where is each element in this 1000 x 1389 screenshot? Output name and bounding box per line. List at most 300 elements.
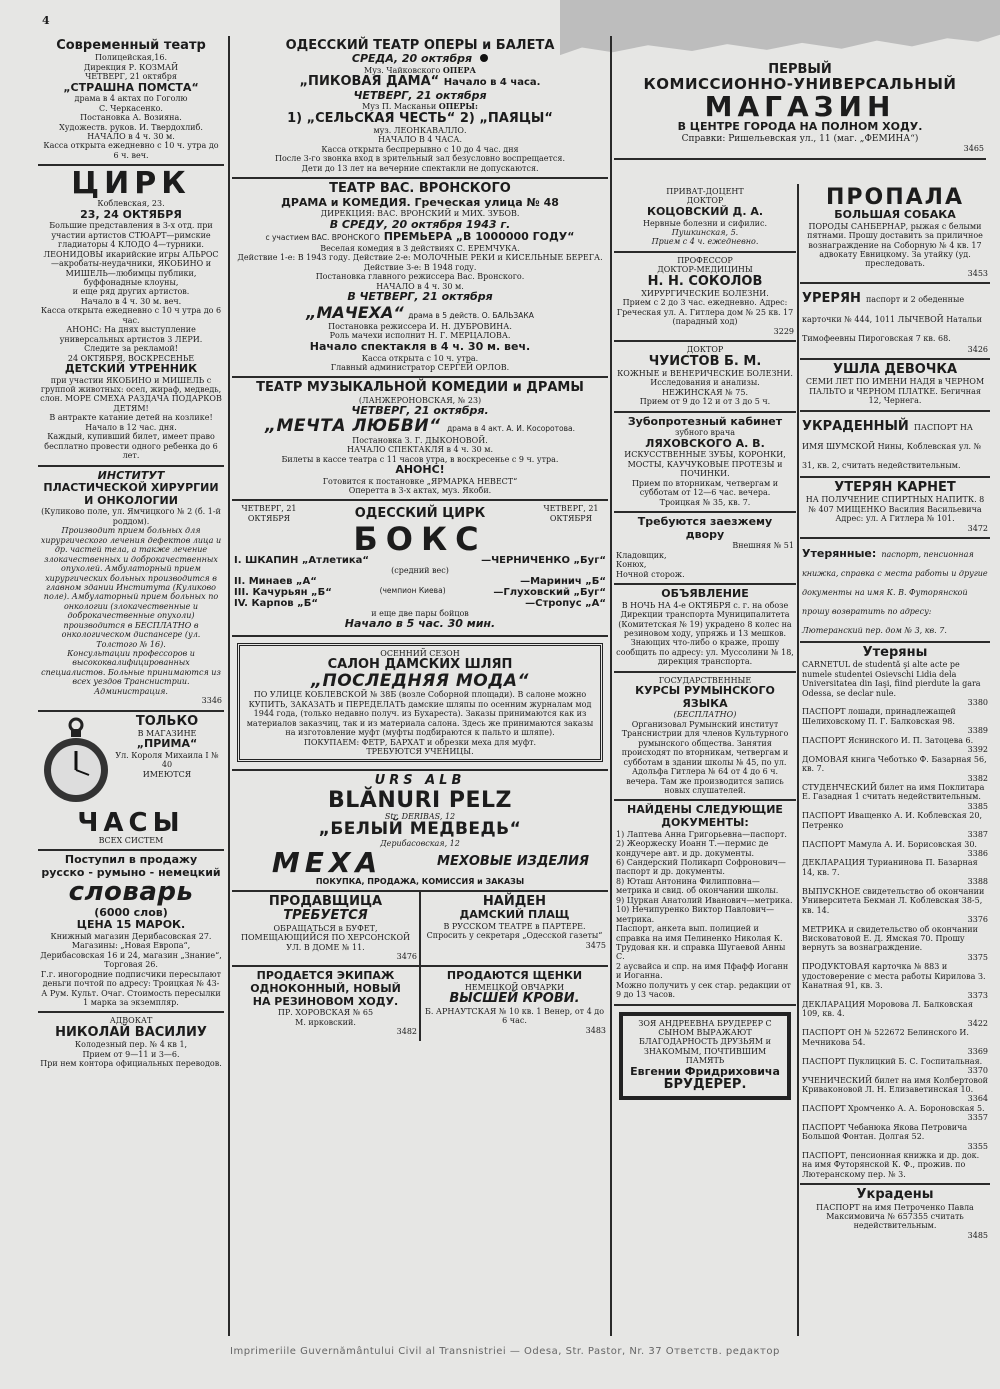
ad-title: ПРОДАВЩИЦА: [268, 894, 383, 910]
ad-text: муз. ЛЕОНКАВАЛЛО.: [373, 126, 467, 136]
ad-text: (6000 слов): [94, 905, 168, 919]
ad-text: КОЖНЫЕ и ВЕНЕРИЧЕСКИЕ БОЛЕЗНИ.: [617, 368, 793, 378]
ad-text: АНОНС: На днях выступление универсальных артистов 3 ЛЕРИ.: [59, 325, 203, 344]
ad-text: Прием по вторникам, четвергам и субботам от 12—6 час. вечера.: [631, 478, 779, 498]
column-3: [614, 184, 796, 1336]
ad-text: В антракте катание детей на козлике!: [49, 413, 213, 423]
ad-text: Исследования и анализы.: [650, 378, 760, 388]
bout-row: [234, 598, 606, 609]
ad-text: ОПЕРА: [442, 64, 476, 75]
ad-title: Утеряны: [862, 644, 928, 660]
ad-number: 3483: [585, 1025, 606, 1035]
ad-lost-list: [800, 643, 990, 1185]
ad-number: 3346: [201, 696, 222, 706]
list-item: МЕТРИКА и свидетельство об окончании Висковатовой Е. Д. Ямская 70. Прошу вернуть за вознаграждение.: [802, 924, 978, 953]
ad-text: Г.г. иногородние подписчики пересылают деньги почтой по адресу: Троицкая № 43-А Рум. Культ. Очаг. Стоимость пересылки 1 марка за экземпляр.: [40, 969, 222, 1007]
ad-number: 3364: [967, 1094, 988, 1104]
ad-text: ЗОЯ АНДРЕЕВНА БРУДЕРЕР С СЫНОМ ВЫРАЖАЮТ БЛАГОДАРНОСТЬ ДРУЗЬЯМ и ЗНАКОМЫМ, ПОЧТИВШИМ ПАМЯТЬ: [638, 1018, 772, 1066]
ad-text: драма в 4 акт. А. И. Косоротова.: [446, 423, 575, 433]
ad-date: СРЕДА, 20 октября: [351, 52, 473, 66]
ad-theft-notice: [614, 585, 796, 673]
list-item: ПАСПОРТ Мамула А. И. Борисовская 30.: [802, 839, 977, 849]
ad-text: Производит прием больных для хирургического лечения дефектов лица и др. частей тела, а также лечение злокачественных и доброкачественных опухолей. Амбулаторный прием хирургических больных производится в главном здании Института (Куликово поле). Амбулаторный прием больных по онкологии (злокачественные и доброкачественные опухоли) производится в БЕСПЛАТНО в онкологическом диспансере (ул. Толстого № 16).: [40, 526, 222, 649]
watch-row: [40, 715, 222, 810]
list-item: ПАСПОРТ Яснинского И. П. Затоцева 6.: [802, 735, 974, 745]
ad-text: Нервные болезни и сифилис.: [642, 218, 768, 228]
ad-text: Прием от 9—11 и 3—6.: [82, 1049, 180, 1059]
ad-text: и еще ряд других артистов.: [72, 287, 190, 297]
ad-play: 1) „СЕЛЬСКАЯ ЧЕСТЬ“: [287, 110, 456, 126]
ad-text: Дети до 13 лет на вечерние спектакли не допускаются.: [301, 163, 539, 173]
ad-text: ХИРУРГИЧЕСКИЕ БОЛЕЗНИ.: [641, 289, 769, 298]
ad-text: ТРЕБУЮТСЯ УЧЕНИЦЫ.: [366, 747, 474, 757]
ad-furs: [232, 771, 608, 892]
ad-text: Начало в 4 ч. 30 м. веч.: [80, 296, 182, 306]
ad-text: НАЧАЛО в 4 ч. 30 м.: [87, 132, 175, 141]
ad-text: Касса открыта ежедневно с 10 ч. утра до 6 ч. веч.: [43, 141, 219, 160]
ad-title: Зубопротезный кабинет: [627, 414, 783, 428]
ad-play: „МАЧЕХА“: [306, 302, 404, 322]
ad-text: Веселая комедия в 3 действиях С. ЕРЕМЧУКА.: [320, 243, 520, 253]
list-item: Трудовая кн. и справка Шугаевой Анны С.: [616, 942, 786, 962]
ad-title: ОДЕССКИЙ ЦИРК: [354, 505, 486, 521]
ad-text: Спросить у секретаря „Одесской газеты“: [426, 931, 603, 941]
list-item: 9) Цуркан Анатолий Иванович—метрика.: [616, 895, 793, 905]
ad-doctor-kotsovsky: [614, 184, 796, 253]
ad-number: 3392: [967, 745, 988, 755]
ad-carriage: [232, 967, 421, 1040]
ad-found-coat: [421, 892, 608, 967]
ad-subtitle: БОЛЬШАЯ СОБАКА: [834, 208, 956, 221]
list-item: 10) Нечипуренко Виктор Павлович—метрика.: [616, 905, 775, 924]
ad-text: Касса открыта с 10 ч. утра.: [361, 353, 479, 363]
ad-text: с участием ВАС. ВРОНСКОГО: [265, 233, 380, 243]
ad-yard-jobs: [614, 513, 796, 585]
ad-text: Пушкинская, 5.: [671, 227, 739, 237]
ad-title: Украдены: [856, 1187, 934, 1203]
ad-institute: [38, 467, 224, 712]
ad-text: Большие представления в 3-х отд. при участии артистов СТЮАРТ—римские гладиаторы 4 КЛОДО 4—турники.: [49, 221, 213, 250]
ad-text: (Куликово поле, ул. Ямчицкого № 2 (б. 1-й роддом).: [41, 507, 221, 526]
ad-text: 24 ОКТЯБРЯ, ВОСКРЕСЕНЬЕ: [67, 353, 195, 363]
ad-number: 3482: [396, 1027, 417, 1037]
ad-text: СЕМИ ЛЕТ ПО ИМЕНИ НАДЯ в ЧЕРНОМ ПАЛЬТО и ЧЕРНОМ ПЛАТКЕ. Бегичная 12, Чернега.: [805, 377, 985, 406]
ad-shop-name: „БЕЛЫЙ МЕДВЕДЬ“: [318, 819, 522, 840]
list-item: 2) Жеоржеску Иоанн Т.—пермис де кондучере авт. и др. документы.: [616, 839, 769, 858]
ad-title: КОЦОВСКИЙ Д. А.: [646, 204, 764, 218]
ad-subtitle: Евгении Фридриховича: [630, 1064, 780, 1078]
ad-text: Постановка режиссера И. Н. ДУБРОВИНА.: [328, 322, 512, 332]
ad-lost-girl: [800, 360, 990, 412]
ad-subtitle: ДРАМА и КОМЕДИЯ. Греческая улица № 48: [281, 195, 559, 209]
ad-title: ТОЛЬКО: [135, 713, 199, 729]
ad-lawyer: [38, 1013, 224, 1072]
ad-shop-name: „ПРИМА“: [136, 737, 198, 751]
ad-text: Роль мачехи исполнит Н. Г. МЕРЦАЛОВА.: [329, 331, 511, 341]
ad-subtitle: КОМИССИОННО-УНИВЕРСАЛЬНЫЙ: [643, 75, 957, 94]
ad-title: НАЙДЕНЫ СЛЕДУЮЩИЕ ДОКУМЕНТЫ:: [627, 803, 783, 830]
bout-fighter: —Стропус „А“: [525, 597, 606, 609]
pocket-watch-icon: [41, 715, 111, 810]
ad-text: В НОЧЬ НА 4-е ОКТЯБРЯ с. г. на обозе Дирекции транспорта Муниципалитета (Комитетская № 19) украдено 8 колес на резиновом ходу, упряжь и 13 мешков. Знающих что-либо о краже, прошу сообщить по адресу: ул. Муссолини № 18, дирекция транспорта.: [616, 600, 794, 667]
ad-text: ВСЕХ СИСТЕМ: [98, 835, 164, 845]
ad-number: 3385: [967, 801, 988, 811]
ad-number: 3422: [967, 1018, 988, 1028]
ad-text: С. Черкасенко.: [99, 103, 163, 113]
ad-number: 3453: [967, 268, 988, 278]
ad-lost-documents: [800, 539, 990, 643]
ad-text: Художеств. руков. И. Твердохлиб.: [59, 122, 203, 132]
ad-commission-shop: [614, 60, 986, 160]
ad-title: УШЛА ДЕВОЧКА: [832, 362, 958, 377]
ad-date: ЧЕТВЕРГ, 21 октября: [353, 88, 487, 102]
ad-text: паспорт, пенсионная книжка, справка с места работы и другие документы на имя К. В. Футорянской прошу возвратить по адресу: Лютеранский пер. дом № 3, кв. 7.: [802, 549, 988, 635]
ad-title: ИНСТИТУТ: [97, 468, 165, 482]
ad-text: ПОКУПКА, ПРОДАЖА, КОМИССИЯ и ЗАКАЗЫ: [315, 876, 525, 886]
ad-text: (чемпион Киева): [379, 585, 446, 595]
column-rule: [228, 36, 230, 1336]
ad-title: Современный театр: [56, 38, 206, 53]
column-4: [800, 184, 990, 1334]
list-item: ДОМОВАЯ книга Чеботько Ф. Базарная 56, кв. 7.: [802, 754, 987, 774]
list-item: ПАСПОРТ Чебанюка Якова Петровича Большой Фонтан. Долгая 52.: [802, 1122, 968, 1142]
ad-modern-theatre: [38, 36, 224, 166]
column-2: [232, 36, 608, 1336]
ad-headline: БОКС: [353, 520, 487, 559]
page-number: 4: [42, 14, 50, 27]
ad-lost-passport: [800, 284, 990, 360]
ad-text: ИМЕЮТСЯ: [142, 769, 192, 779]
ad-text: Действие 1-е: В 1943 году. Действие 2-е: МОЛОЧНЫЕ РЕКИ и КИСЕЛЬНЫЕ БЕРЕГА. Действие 3-е: В 1948 году.: [237, 253, 603, 272]
ad-text: ПРОФЕССОР: [677, 255, 733, 265]
ad-romanian-courses: [614, 673, 796, 802]
ad-subtitle: НА РЕЗИНОВОМ ХОДУ.: [252, 994, 399, 1008]
bout-fighter: I. ШКАПИН „Атлетика“: [234, 555, 369, 567]
ad-number: 3357: [967, 1113, 988, 1123]
list-item: СТУДЕНЧЕСКИЙ билет на имя Поклитара Е. Газадная 1 считать недействительным.: [802, 782, 985, 802]
ad-text: НА ПОЛУЧЕНИЕ СПИРТНЫХ НАПИТК. 8 № 407 МИЩЕНКО Василия Васильевича: [805, 495, 985, 514]
ad-title: НАЙДЕН: [482, 894, 547, 910]
column-1: [38, 36, 224, 1336]
ad-text: ДОКТОР: [686, 345, 724, 355]
ad-text: ПАСПОРТ НА ИМЯ ШУМСКОЙ Нины, Коблевская ул. № 31, кв. 2, считать недействительным.: [802, 422, 982, 470]
column-rule: [797, 184, 799, 1336]
ad-text: Дирекция Р. КОЗМАЙ: [83, 62, 179, 72]
ad-text: ЛЕОНИДОВЫ икарийские игры АЛЬРОС—акробаты-неудачники, ЯКОБИНО и МИШЕЛЬ—любимцы публики, буффонадные клоуны,: [43, 249, 219, 288]
ad-text: ОБРАЩАТЬСЯ в БУФЕТ, ПОМЕЩАЮЩИЙСЯ ПО ХЕРСОНСКОЙ УЛ. В ДОМЕ № 11.: [240, 923, 410, 952]
list-item: ПРОДУКТОВАЯ карточка № 883 и удостоверение с места работы Кирилова З. Канатная 91, кв. 3.: [802, 962, 986, 991]
ad-stolen-list: [800, 1185, 990, 1244]
ad-date: В СРЕДУ, 20 октября 1943 г.: [329, 217, 511, 231]
ad-musical-theatre: [232, 378, 608, 501]
list-item: ДЕКЛАРАЦИЯ Моровова Л. Балковская 109, кв. 4.: [802, 1000, 973, 1019]
list-item: ДЕКЛАРАЦИЯ Турианинова П. Базарная 14, кв. 7.: [802, 858, 978, 877]
ad-text: ИСКУССТВЕННЫЕ ЗУБЫ, КОРОНКИ, МОСТЫ, КАУЧУКОВЫЕ ПРОТЕЗЫ и ПОЧИНКИ.: [624, 450, 786, 479]
ad-text: ОПЕРЫ:: [438, 101, 478, 112]
bout-fighter: IV. Карпов „Б“: [234, 597, 318, 609]
ad-date: В ЧЕТВЕРГ, 21 октября: [347, 290, 493, 304]
ad-title: НИКОЛАЙ ВАСИЛИУ: [55, 1024, 207, 1040]
ad-play: „ПИКОВАЯ ДАМА“: [299, 74, 440, 90]
ad-subtitle: ТРЕБУЕТСЯ: [283, 908, 368, 924]
list-item: ПАСПОРТ Хромченко А. А. Бороновская 5.: [802, 1103, 985, 1113]
ad-dental: [614, 413, 796, 513]
ad-play: ПРЕМЬЕРА „В 1000000 ГОДУ“: [383, 230, 575, 244]
ad-text: М. ирковский.: [295, 1017, 356, 1027]
ad-play: „МЕЧТА ЛЮБВИ“: [265, 415, 441, 436]
ad-text: Постановка З. Г. ДЫКОНОВОЙ.: [352, 435, 488, 445]
ad-number: 3229: [773, 326, 794, 336]
ad-text: Начало в 12 час. дня.: [85, 422, 177, 432]
ad-number: 3485: [967, 1230, 988, 1240]
ad-text: Ул. Короля Михаила I № 40: [115, 751, 219, 770]
list-item: 2 аусвайса и спр. на имя Пфафф Иоганн и Иоганна.: [616, 961, 789, 981]
torn-corner: [560, 0, 1000, 58]
ad-text: НАЧАЛО СПЕКТАКЛЯ в 4 ч. 30 м.: [347, 445, 493, 455]
ad-text: ПОКУПАЕМ: ФЕТР, БАРХАТ и обрезки меха для муфт.: [303, 737, 537, 747]
ad-text: Готовится к постановке „ЯРМАРКА НЕВЕСТ“: [322, 476, 518, 486]
ad-text: НЕМЕЦКОЙ ОВЧАРКИ: [464, 983, 565, 993]
list-item: CARNETUL de studentă şi alte acte pe numele studentei Osievschi Lidia dela Universitatea din Iaşi, fiind pierdute la gara Odessa, se declar nule.: [802, 660, 981, 698]
ad-title: УТЕРЯН КАРНЕТ: [834, 479, 956, 495]
ad-dictionary: [38, 851, 224, 1013]
ad-price: ЦЕНА 15 МАРОК.: [76, 918, 186, 932]
ad-number: 3382: [967, 773, 988, 783]
ad-text: Str. DERIBAS, 12: [384, 811, 456, 821]
ad-text: Начало спектакля в 4 ч. 30 м. веч.: [309, 339, 531, 353]
ad-text: В РУССКОМ ТЕАТРЕ в ПАРТЕРЕ.: [443, 921, 586, 931]
ad-text: При нем контора официальных переводов.: [40, 1059, 222, 1069]
ad-text: Администрация.: [94, 686, 168, 696]
ad-subtitle: МЕХОВЫЕ ИЗДЕЛИЯ: [437, 854, 589, 870]
ad-date: ЧЕТВЕРГ, 21 октября.: [351, 404, 489, 418]
ad-vronsky-theatre: [232, 179, 608, 378]
ad-title: Поступил в продажу: [64, 853, 198, 867]
ad-subtitle: АНОНС!: [395, 462, 445, 476]
ad-doctor-chuistov: [614, 342, 796, 412]
list-item: УЧЕНИЧЕСКИЙ билет на имя Колбертовой Криваконовой Л. Н. Елизаветинская 10.: [802, 1075, 988, 1094]
ad-circus: [38, 166, 224, 466]
ad-seller: [232, 892, 421, 967]
ad-title: САЛОН ДАМСКИХ ШЛЯП: [327, 657, 513, 673]
ad-text: Оперетта в 3-х актах, муз. Якоби.: [348, 486, 492, 496]
ad-text: Дерибасовская, 12: [380, 839, 460, 849]
column-rule: [610, 36, 612, 1336]
ad-title: КУРСЫ РУМЫНСКОГО ЯЗЫКА: [635, 684, 775, 710]
ad-text: (БЕСПЛАТНО): [673, 710, 737, 720]
ad-subtitle: русско - румыно - немецкий: [41, 865, 221, 879]
ad-title: Требуются заезжему: [637, 515, 773, 529]
list-item: ПАСПОРТ, пенсионная книжка и др. док. на имя Футорянской К. Ф., прожив. по Лютеранскому пер. № 3.: [802, 1151, 980, 1179]
ad-boxing: [232, 501, 608, 636]
ad-text: Муз. Чайковского: [364, 65, 441, 75]
ad-text: Постановка А. Возияна.: [80, 113, 182, 123]
ad-title: двору: [685, 527, 725, 541]
ad-subtitle: ОДНОКОННЫЙ, НОВЫЙ: [250, 982, 401, 996]
ad-text: ГОСУДАРСТВЕННЫЕ: [658, 675, 752, 685]
ad-number: 3376: [967, 915, 988, 925]
ad-text: и еще две пары бойцов: [371, 608, 469, 618]
ad-text: После 3-го звонка вход в зрительный зал безусловно воспрещается.: [274, 154, 566, 164]
bout-fighter: II. Минаев „А“: [234, 575, 317, 587]
ad-play: „СТРАШНА ПОМСТА“: [63, 80, 199, 94]
ad-number: 3355: [967, 1141, 988, 1151]
ad-text: Следите за рекламой!: [84, 344, 178, 354]
ad-condolence: [614, 1006, 796, 1107]
ad-headline: словарь: [68, 877, 194, 908]
ad-text: Организовал Румынский институт Транснистрии для членов Культурного румынского общества. Занятия происходят по вторникам, четвергам и субботам в здании школы № 45, по ул. Адольфа Гитлера № 64 от 4 до 6 ч. вечера. Там же производится запись новых слушателей.: [621, 719, 789, 795]
ad-text: драма в 4 актах по Гоголю: [74, 94, 188, 104]
ad-text: НАЧАЛО В 4 ЧАСА.: [377, 135, 463, 145]
ad-number: 3389: [967, 726, 988, 736]
ad-text: АДВОКАТ: [109, 1016, 153, 1026]
ad-text: Билеты в кассе театра с 11 часов утра, в воскресенье с 9 ч. утра.: [281, 454, 559, 464]
ad-number: 3375: [967, 952, 988, 962]
ad-lost-carnet: [800, 478, 990, 539]
ad-title: УКРАДЕННЫЙ: [802, 418, 909, 434]
ad-text: Прием с 2 до 3 час. ежедневно. Адрес: Греческая ул. А. Гитлера дом № 25 кв. 17 (парадный ход): [616, 298, 794, 327]
ad-text: драма в 5 действ. О. БАЛЬЗАКА: [408, 310, 534, 320]
ad-number: 3475: [585, 940, 606, 950]
ad-date-row: [234, 53, 606, 66]
bullet-icon: [480, 54, 488, 62]
ad-text: Прием от 9 до 12 и от 3 до 5 ч.: [639, 397, 771, 407]
ad-text: Касса открыта беспрерывно с 10 до 4 час. дня: [321, 144, 519, 154]
ad-title: Н. Н. СОКОЛОВ: [647, 273, 763, 289]
ad-number: 3369: [967, 1047, 988, 1057]
list-item: Паспорт, анкета вып. полицией и справка на имя Пелиненко Николая К.: [616, 924, 783, 943]
furs-row: [234, 845, 606, 879]
ad-opera: [232, 36, 608, 179]
list-item: ВЫПУСКНОЕ свидетельство об окончании Университета Бекман Л. Коблевская 38-5, кв. 14.: [802, 886, 985, 915]
ad-shop-name: „ПОСЛЕДНЯЯ МОДА“: [311, 670, 529, 691]
ad-text: Касса открыта ежедневно с 10 ч утра до 6 час.: [40, 306, 222, 325]
ad-text: Справки: Ришельевская ул., 11 (маг. „ФЕМИНА“): [681, 133, 919, 144]
watch-illustration: [40, 715, 112, 810]
documents-list: [616, 830, 794, 1000]
bout-fighter: —Маринич „Б“: [520, 575, 606, 587]
ad-text: В ЦЕНТРЕ ГОРОДА НА ПОЛНОМ ХОДУ.: [677, 120, 923, 134]
ad-text: НЕЖИНСКАЯ № 75.: [662, 387, 748, 397]
ad-subtitle: ЛЯХОВСКОГО А. В.: [645, 436, 765, 450]
ad-text: зубного врача: [674, 428, 736, 438]
ad-text: ЧЕТВЕРГ, 21 октября: [85, 72, 177, 82]
ad-text: Начало в 5 час. 30 мин.: [344, 617, 496, 631]
ad-text: НАЧАЛО в 4 ч. 30 м.: [376, 281, 464, 291]
ad-title: ОДЕССКИЙ ТЕАТР ОПЕРЫ и БАЛЕТА: [285, 38, 555, 53]
ad-text: Коблевская, 23.: [97, 199, 165, 209]
list-item: 8) Юташ Антонина Филипповна—метрика и свид. об окончании школы.: [616, 876, 779, 896]
ad-text: Колодезный пер. № 4 кв 1,: [74, 1040, 188, 1050]
ad-title: ПРОДАЕТСЯ ЭКИПАЖ: [256, 969, 395, 983]
ad-text: ДОКТОР-МЕДИЦИНЫ: [657, 265, 753, 275]
ad-text: Каждый, купивший билет, имеет право бесплатно провести одного ребенка до 6 лет.: [44, 432, 218, 461]
ad-text: Б. АРНАУТСКАЯ № 10 кв. 1 Венер, от 4 до 6 час.: [424, 1006, 605, 1026]
ad-subtitle: ДАМСКИЙ ПЛАЩ: [459, 908, 570, 922]
watch-text: [112, 715, 222, 810]
ad-subtitle: ДЕТСКИЙ УТРЕННИК: [64, 361, 198, 375]
ad-text: ОСЕННИЙ СЕЗОН: [380, 648, 460, 658]
ad-number: 3476: [396, 951, 417, 961]
list-item: Можно получить у сек стар. редакции от 9 до 13 часов.: [616, 980, 791, 1000]
ad-title: ЧУИСТОВ Б. М.: [648, 353, 762, 369]
ad-text: Прием с 4 ч. ежедневно.: [651, 237, 759, 247]
ad-text: (ЛАНЖЕРОНОВСКАЯ, № 23): [358, 395, 482, 405]
bout-fighter: —ЧЕРНИЧЕНКО „Буг“: [481, 555, 606, 567]
ad-text: Внешняя № 51: [732, 541, 794, 551]
ad-title: ПРОДАЮТСЯ ЩЕНКИ: [446, 969, 583, 983]
list-item: ПАСПОРТ ОН № 522672 Белинского И. Мечникова 54.: [802, 1028, 969, 1047]
ad-puppies: [421, 967, 608, 1040]
ad-text: Постановка главного режиссера Вас. Вронского.: [315, 272, 525, 282]
printer-footer: Imprimeriile Guvernământului Civil al Transnistriei — Odesa, Str. Pastor, Nr. 37 Ответств. редактор: [230, 1346, 780, 1357]
ad-text: Ночной сторож.: [616, 569, 685, 579]
ad-text: ПО УЛИЦЕ КОБЛЕВСКОЙ № 38Б (возле Соборной площади). В салоне можно КУПИТЬ, ЗАКАЗАТЬ и ПЕРЕДЕЛАТЬ дамские шляпы по осенним журналам мод 1944 года, (только недавно получ. из Бухареста). Заказы принимаются как из материалов заказчиц, так и из материала салона. Здесь же принимаются заказы на изготовление муфт (муфты подбираются к пальто и шляпе).: [246, 690, 594, 738]
ad-headline: ЧАСЫ: [77, 807, 185, 838]
column-3-header: [614, 60, 986, 180]
ad-text: Троицкая № 35, кв. 7.: [659, 497, 751, 507]
ad-subtitle: ВЫСШЕЙ КРОВИ.: [449, 991, 580, 1007]
ad-play: 2) „ПАЯЦЫ“: [459, 110, 553, 126]
ad-found-documents: [614, 801, 796, 1005]
ad-frame: [619, 1012, 791, 1100]
ad-watches: [38, 712, 224, 851]
list-item: ПАСПОРТ лошади, принадлежащей Шелиховскому П. Г. Балковская 98.: [802, 707, 956, 726]
ad-headline: МЕХА: [271, 845, 383, 879]
ad-title: BLĂNURI PELZ: [328, 787, 512, 813]
ad-text: Конюх,: [616, 560, 647, 570]
ad-stolen-passport: [800, 412, 990, 478]
ad-text: при участии ЯКОБИНО и МИШЕЛЬ с группой животных: осел, жираф, медведь, слон. МОРЕ СМЕХА РАЗДАЧА ПОДАРКОВ ДЕТЯМ!: [40, 375, 222, 413]
ad-number: 3465: [963, 144, 984, 154]
ad-text: (средний вес): [391, 566, 449, 576]
bout-row: [234, 587, 606, 598]
ad-text: ПАСПОРТ на имя Петроченко Павла Максимовича № 657355 считать недействительным.: [816, 1202, 974, 1231]
ad-text: Главный администратор СЕРГЕЙ ОРЛОВ.: [330, 362, 510, 372]
ad-title: ЦИРК: [71, 166, 191, 202]
ad-text: Начало в 4 часа.: [443, 77, 541, 89]
list-item: 6) Сандерский Поликарп Софронович—паспорт и др. документы.: [616, 858, 786, 877]
ad-number: 3386: [967, 849, 988, 858]
list-item: 1) Лаптева Анна Григорьевна—паспорт.: [616, 829, 787, 839]
ad-text: Консультации профессоров и высококвалифицированных специалистов. Больные принимаются из всех уездов Транснистрии.: [41, 649, 221, 687]
ad-title: Утерянные:: [802, 546, 877, 560]
ad-text: В МАГАЗИНЕ: [137, 728, 197, 738]
ad-text: ПР. ХОРОВСКАЯ № 65: [277, 1008, 374, 1018]
ad-title: БРУДЕРЕР.: [663, 1077, 747, 1093]
ad-brand: URS ALB: [374, 773, 466, 789]
ad-text: Муз П. Масканьи: [362, 102, 437, 112]
ad-date: ЧЕТВЕРГ, 21 ОКТЯБРЯ: [241, 504, 297, 523]
ad-title: ПЕРВЫЙ: [768, 62, 832, 77]
ad-title: УРЕРЯН: [802, 291, 861, 307]
ad-text: ПОРОДЫ САНБЕРНАР, рыжая с белыми пятнами. Прошу доставить за приличное вознаграждение на Соборную № 4 кв. 17 адвокату Евницкому. За утайку (уд. преследовать.: [807, 221, 983, 269]
ad-headline: МАГАЗИН: [704, 90, 896, 124]
list-item: ПАСПОРТ Иващенко А. И. Коблевская 20, Петренко: [802, 811, 982, 830]
small-ads-row: [232, 967, 608, 1040]
ad-text: ПРИВАТ-ДОЦЕНТ: [666, 187, 744, 196]
ad-number: 3373: [967, 990, 988, 1000]
ad-subtitle: ПЛАСТИЧЕСКОЙ ХИРУРГИИ И ОНКОЛОГИИ: [43, 481, 219, 507]
ad-dates: 23, 24 ОКТЯБРЯ: [80, 207, 182, 221]
ad-text: Полицейская,16.: [95, 53, 167, 63]
ad-frame: [237, 643, 603, 763]
ad-text: Адрес: ул. А Гитлера № 101.: [835, 514, 955, 524]
ad-number: 3370: [967, 1066, 988, 1076]
ad-title: ОБЪЯВЛЕНИЕ: [661, 587, 749, 601]
ad-text: ДОКТОР: [686, 196, 724, 206]
bout-fighter: III. Качурьян „Б“: [234, 586, 332, 598]
